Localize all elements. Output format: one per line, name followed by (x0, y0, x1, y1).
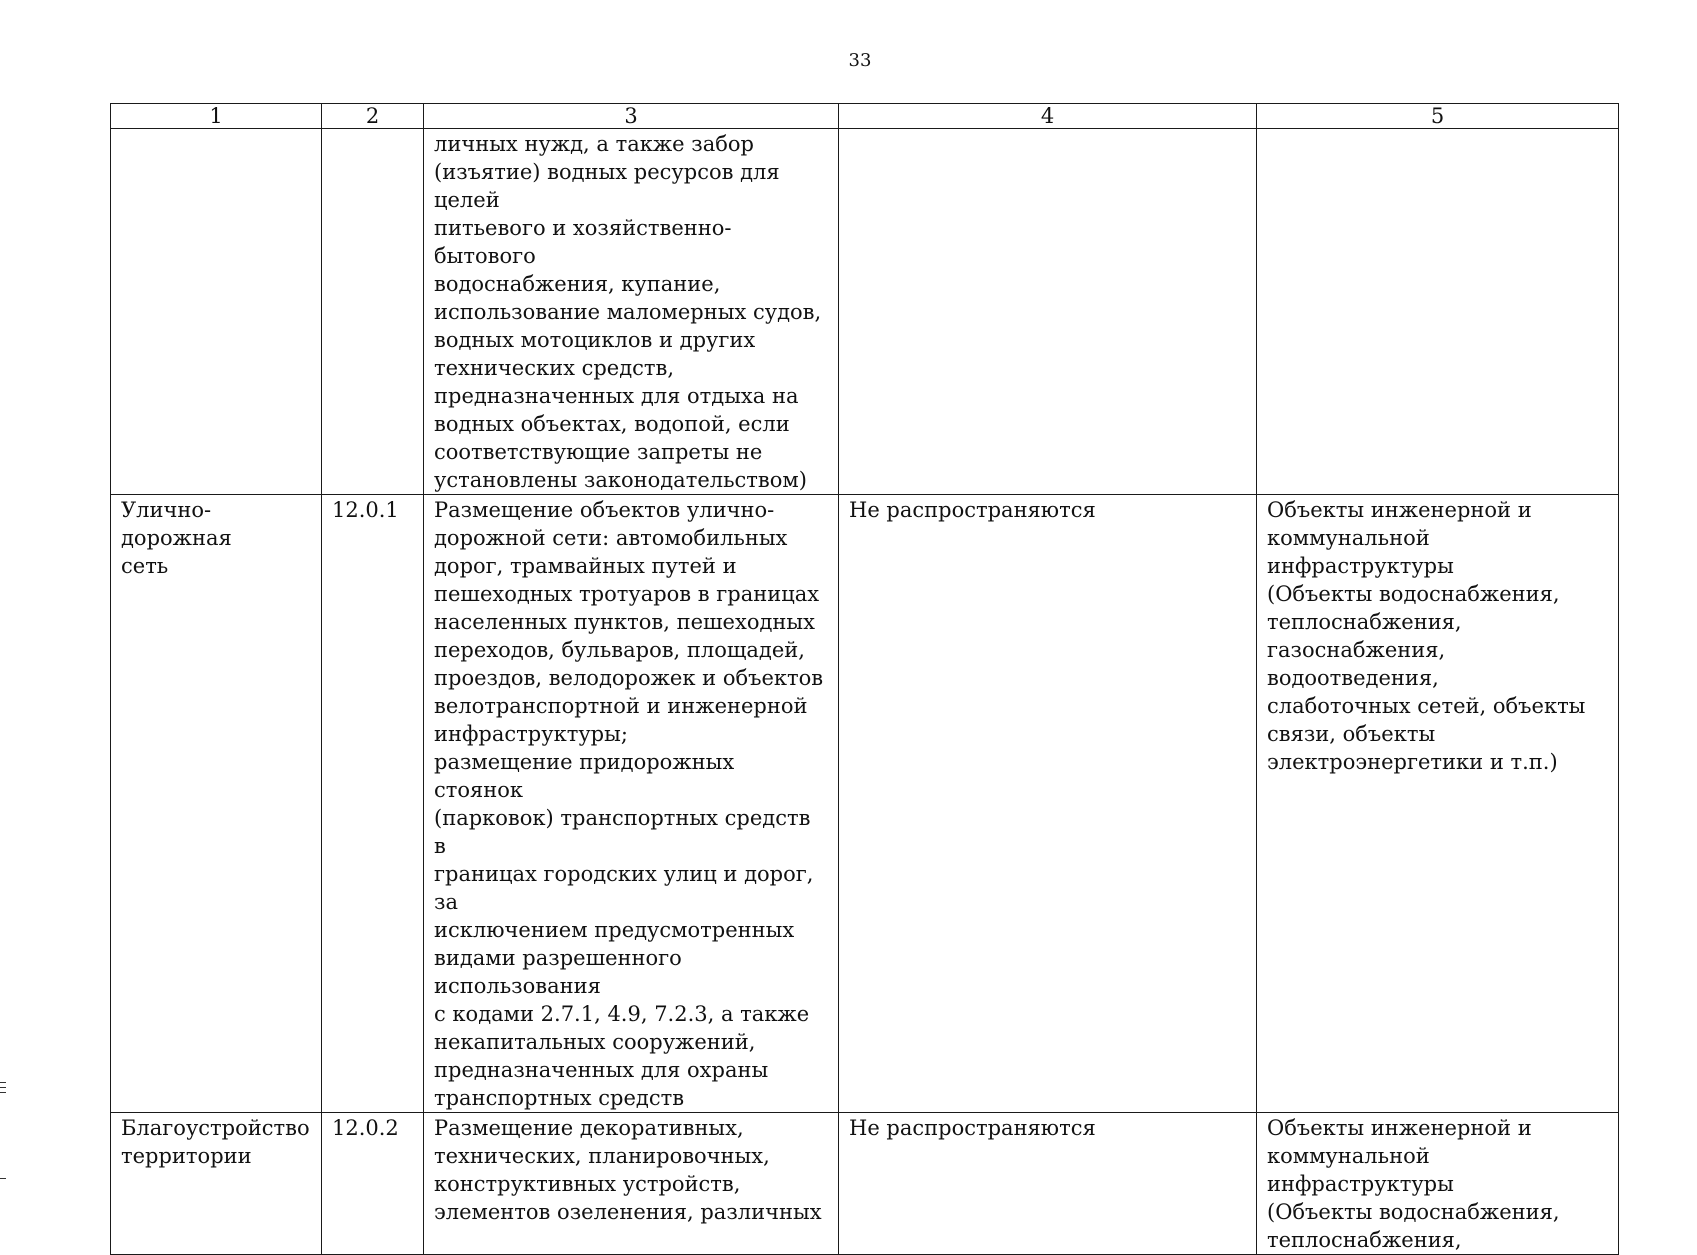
scan-edge-mark (0, 1087, 6, 1088)
use-code-cell: 12.0.1 (322, 495, 424, 1113)
use-code-cell: 12.0.2 (322, 1113, 424, 1255)
column-header-3: 3 (424, 104, 839, 129)
column-header-5: 5 (1257, 104, 1619, 129)
page-number: 33 (848, 50, 872, 71)
auxiliary-uses-cell: Объекты инженерной и коммунальной инфраструктуры (Объекты водоснабжения, теплоснабжения, (1257, 1113, 1619, 1255)
table-row (111, 129, 1619, 495)
restrictions-cell: Не распространяются (839, 1113, 1257, 1255)
table-row (111, 1113, 1619, 1255)
use-code-cell (322, 129, 424, 495)
restrictions-cell (839, 129, 1257, 495)
use-description-cell: личных нужд, а также забор (изъятие) водных ресурсов для целей питьевого и хозяйственно-бытового водоснабжения, купание, использование маломерных судов, водных мотоциклов и других технических средств, предназначенных для отдыха на водных объектах, водопой, если соответствующие запреты не установлены законодательством) (424, 129, 839, 495)
scan-edge-mark (0, 1082, 6, 1083)
use-name-cell (111, 129, 322, 495)
column-header-4: 4 (839, 104, 1257, 129)
auxiliary-uses-cell (1257, 129, 1619, 495)
column-header-1: 1 (111, 104, 322, 129)
restrictions-cell: Не распространяются (839, 495, 1257, 1113)
use-description-cell: Размещение декоративных, технических, планировочных, конструктивных устройств, элементов озеленения, различных (424, 1113, 839, 1255)
use-name-cell: Улично-дорожная сеть (111, 495, 322, 1113)
auxiliary-uses-cell: Объекты инженерной и коммунальной инфраструктуры (Объекты водоснабжения, теплоснабжения, газоснабжения, водоотведения, слаботочных сетей, объекты связи, объекты электроэнергетики и т.п.) (1257, 495, 1619, 1113)
table-row (111, 495, 1619, 1113)
column-header-2: 2 (322, 104, 424, 129)
scan-edge-mark (0, 1092, 6, 1093)
use-description-cell: Размещение объектов улично- дорожной сети: автомобильных дорог, трамвайных путей и пешеходных тротуаров в границах населенных пунктов, пешеходных переходов, бульваров, площадей, проездов, велодорожек и объектов велотранспортной и инженерной инфраструктуры; размещение придорожных стоянок (парковок) транспортных средств в границах городских улиц и дорог, за исключением предусмотренных видами разрешенного использования с кодами 2.7.1, 4.9, 7.2.3, а также некапитальных сооружений, предназначенных для охраны транспортных средств (424, 495, 839, 1113)
zoning-table (110, 103, 1619, 1255)
scan-edge-mark (0, 1178, 6, 1179)
use-name-cell: Благоустройство территории (111, 1113, 322, 1255)
header-row (111, 104, 1619, 129)
